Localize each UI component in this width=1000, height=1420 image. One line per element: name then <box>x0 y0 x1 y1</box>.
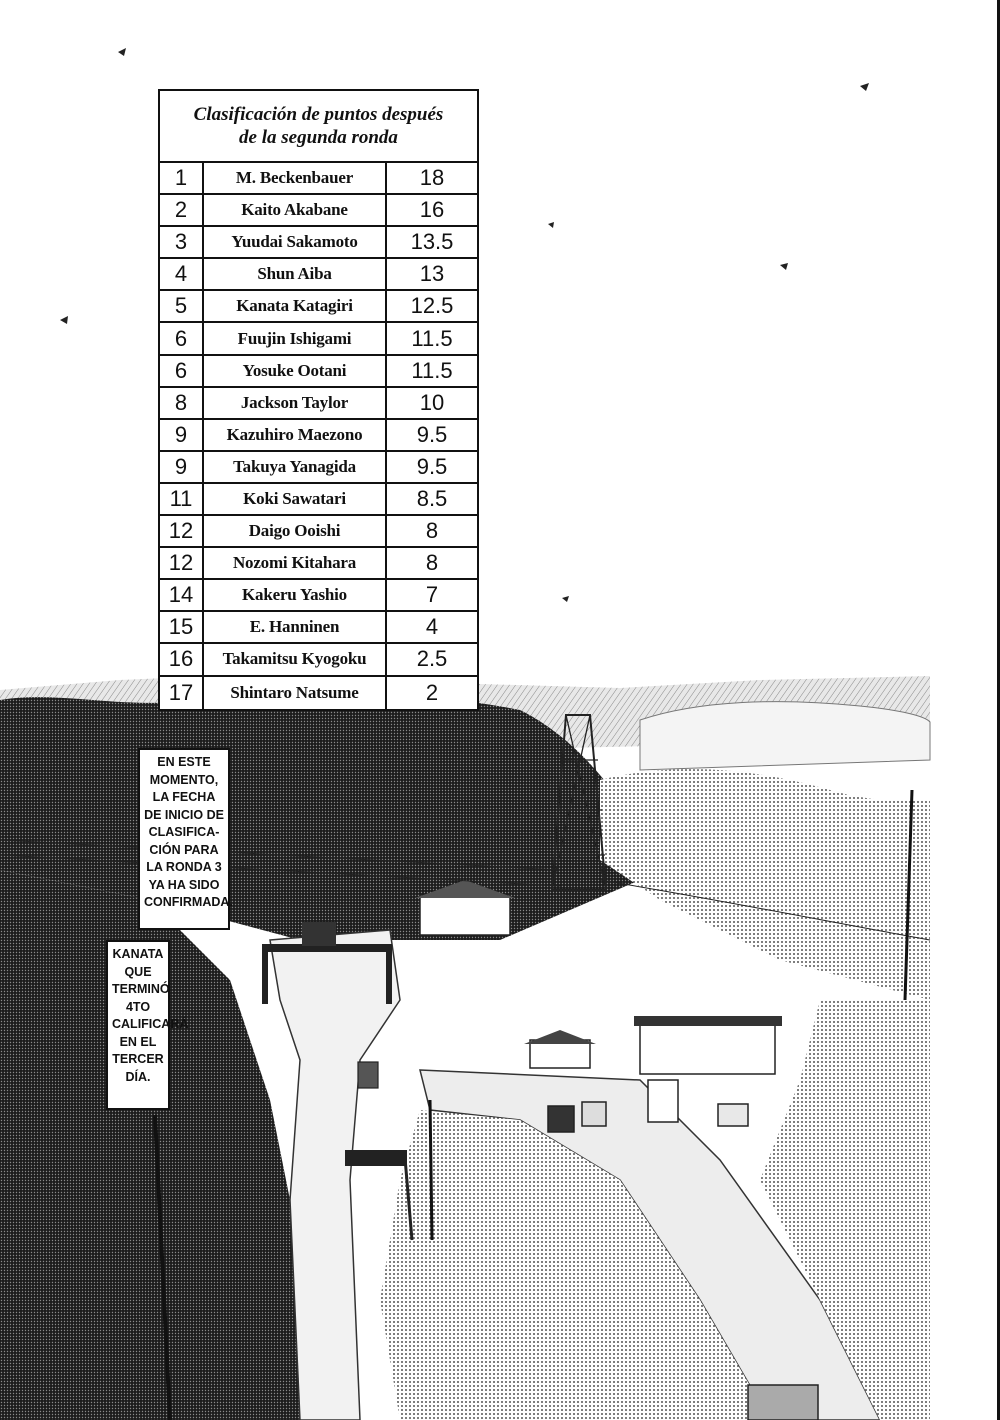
player-name-cell: Kazuhiro Maezono <box>204 420 387 450</box>
player-name-cell: Jackson Taylor <box>204 388 387 418</box>
position-cell: 12 <box>160 516 204 546</box>
player-name-cell: Takuya Yanagida <box>204 452 387 482</box>
player-name-cell: Shun Aiba <box>204 259 387 289</box>
points-cell: 2.5 <box>416 646 448 672</box>
position-cell: 11 <box>160 484 204 514</box>
table-row <box>160 195 477 227</box>
points-cell: 13.5 <box>410 229 454 255</box>
table-row <box>160 580 477 612</box>
table-row <box>160 516 477 548</box>
points-cell: 11.5 <box>411 357 453 383</box>
position-cell: 2 <box>160 195 204 225</box>
player-name-cell: Shintaro Natsume <box>204 677 387 709</box>
table-row <box>160 612 477 644</box>
narration-caption-1: EN ESTE MOMENTO, LA FECHA DE INICIO DE CLASIFICA- CIÓN PARA LA RONDA 3 YA HA SIDO CONFIRMADA. <box>138 748 230 930</box>
standings-title: Clasificación de puntos después de la segunda ronda <box>160 91 477 163</box>
player-name-cell: E. Hanninen <box>204 612 387 642</box>
player-name-cell: Koki Sawatari <box>204 484 387 514</box>
points-cell: 9.5 <box>416 421 448 447</box>
standings-table <box>158 89 479 711</box>
table-row <box>160 227 477 259</box>
position-cell: 8 <box>160 388 204 418</box>
table-row <box>160 484 477 516</box>
points-cell: 10 <box>419 389 445 415</box>
table-row <box>160 452 477 484</box>
narration-caption-2: KANATA QUE TERMINÓ 4TO CALIFICARÁ EN EL TERCER DÍA. <box>106 940 170 1110</box>
player-name-cell: Fuujin Ishigami <box>204 323 387 353</box>
position-cell: 15 <box>160 612 204 642</box>
position-cell: 9 <box>160 452 204 482</box>
player-name-cell: Kaito Akabane <box>204 195 387 225</box>
table-row <box>160 677 477 709</box>
player-name-cell: Kanata Katagiri <box>204 291 387 321</box>
player-name-cell: Yuudai Sakamoto <box>204 227 387 257</box>
points-cell: 8 <box>425 518 439 544</box>
table-row <box>160 291 477 323</box>
table-row <box>160 644 477 676</box>
position-cell: 16 <box>160 644 204 674</box>
position-cell: 4 <box>160 259 204 289</box>
points-cell: 8 <box>425 550 439 576</box>
player-name-cell: Nozomi Kitahara <box>204 548 387 578</box>
points-cell: 13 <box>419 261 445 287</box>
table-row <box>160 548 477 580</box>
table-row <box>160 356 477 388</box>
player-name-cell: M. Beckenbauer <box>204 163 387 193</box>
points-cell: 4 <box>425 614 439 640</box>
position-cell: 3 <box>160 227 204 257</box>
points-cell: 16 <box>419 197 445 223</box>
table-row <box>160 420 477 452</box>
points-cell: 9.5 <box>416 453 448 479</box>
standings-rows <box>160 163 477 709</box>
points-cell: 12.5 <box>410 293 454 319</box>
position-cell: 1 <box>160 163 204 193</box>
position-cell: 17 <box>160 677 204 709</box>
points-cell: 8.5 <box>416 485 448 511</box>
position-cell: 12 <box>160 548 204 578</box>
points-cell: 18 <box>419 165 445 191</box>
player-name-cell: Kakeru Yashio <box>204 580 387 610</box>
points-cell: 2 <box>425 679 439 705</box>
position-cell: 5 <box>160 291 204 321</box>
table-row <box>160 163 477 195</box>
points-cell: 7 <box>425 582 439 608</box>
position-cell: 6 <box>160 356 204 386</box>
player-name-cell: Daigo Ooishi <box>204 516 387 546</box>
position-cell: 6 <box>160 323 204 353</box>
player-name-cell: Takamitsu Kyogoku <box>204 644 387 674</box>
player-name-cell: Yosuke Ootani <box>204 356 387 386</box>
table-row <box>160 323 477 355</box>
position-cell: 14 <box>160 580 204 610</box>
table-row <box>160 388 477 420</box>
points-cell: 11.5 <box>411 325 453 351</box>
table-row <box>160 259 477 291</box>
position-cell: 9 <box>160 420 204 450</box>
